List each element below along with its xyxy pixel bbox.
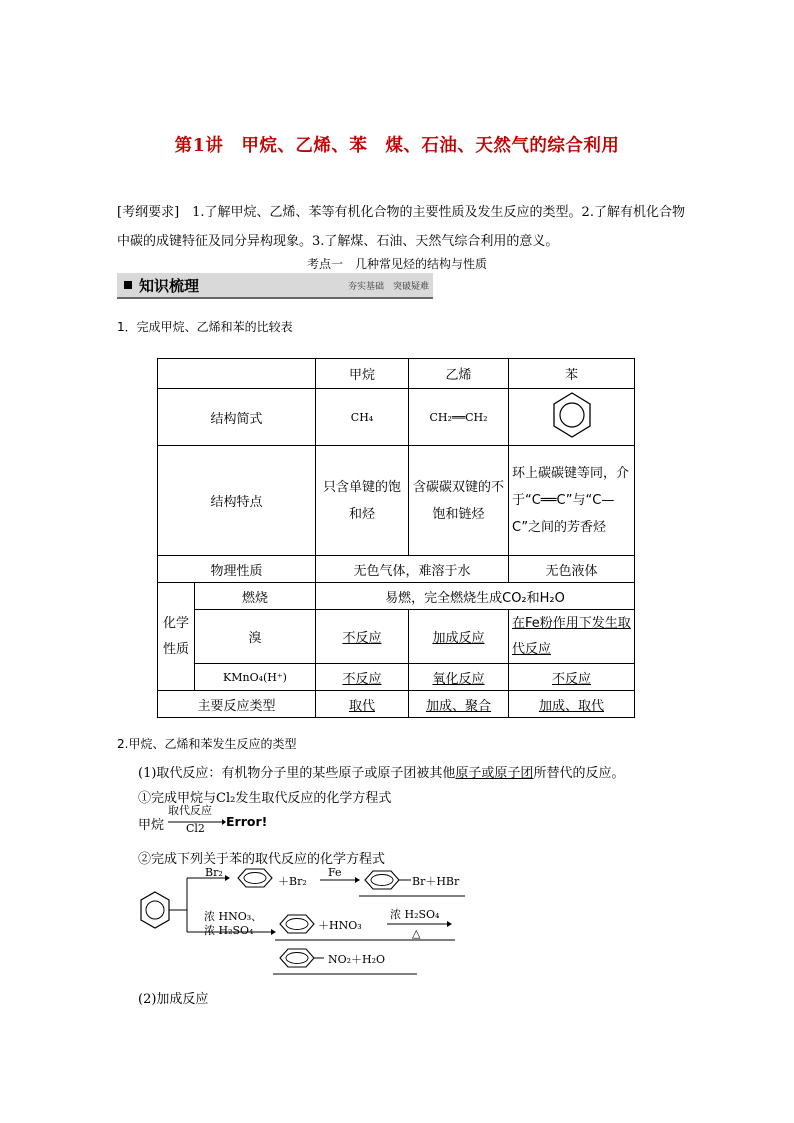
eq1-condition-above: 取代反应 xyxy=(168,804,212,817)
section-heading: 考点一 几种常见烃的结构与性质 xyxy=(306,257,487,271)
cell-benzene-kmno4: 不反应 xyxy=(509,664,635,691)
cell-ethylene-type: 加成、聚合 xyxy=(409,691,509,718)
item-1: ①完成甲烷与Cl₂发生取代反应的化学方程式 xyxy=(138,791,392,806)
reagent-hno3: ＋HNO₃ xyxy=(318,919,362,932)
row-label: KMnO₄(H⁺) xyxy=(195,664,316,691)
knowledge-banner xyxy=(117,273,433,299)
cell-benzene-bromine: 在Fe粉作用下发生取代反应 xyxy=(509,610,635,664)
header-methane: 甲烷 xyxy=(316,359,409,389)
benzene-ring-icon xyxy=(280,949,314,967)
cell-gas-property: 无色气体，难溶于水 xyxy=(316,556,509,583)
condition-heat: △ xyxy=(412,927,421,940)
cell-methane-bromine: 不反应 xyxy=(316,610,409,664)
table-row xyxy=(158,664,635,691)
benzene-ring-icon xyxy=(141,892,169,928)
benzene-ring-icon xyxy=(365,871,399,889)
table-row xyxy=(158,556,635,583)
cell-ethylene-kmno4: 氧化反应 xyxy=(409,664,509,691)
nitration-product: NO₂＋H₂O xyxy=(328,953,386,966)
table-row xyxy=(158,446,635,556)
bromination-product: Br＋HBr xyxy=(412,875,460,888)
definition-prefix: (1)取代反应：有机物分子里的某些原子或原子团被其他 xyxy=(138,766,456,781)
table-row xyxy=(158,583,635,610)
banner-subtitle: 夯实基础 突破疑难 xyxy=(347,282,429,292)
row-label: 溴 xyxy=(195,610,316,664)
row-label: 结构简式 xyxy=(158,389,316,446)
section-1-heading: 1．完成甲烷、乙烯和苯的比较表 xyxy=(117,320,293,334)
row-label: 物理性质 xyxy=(158,556,316,583)
header-ethylene: 乙烯 xyxy=(409,359,509,389)
section-2-heading: 2.甲烷、乙烯和苯发生反应的类型 xyxy=(117,737,297,751)
cell-benzene-structure xyxy=(509,389,635,446)
condition-br2: Br₂ xyxy=(205,866,223,879)
row-label: 燃烧 xyxy=(195,583,316,610)
definition-suffix: 所替代的反应。 xyxy=(533,766,625,781)
banner-title: 知识梳理 xyxy=(139,277,200,295)
cell-methane-feature: 只含单键的饱和烃 xyxy=(316,446,409,556)
cell-combustion: 易燃，完全燃烧生成CO₂和H₂O xyxy=(316,583,635,610)
condition-fe: Fe xyxy=(328,866,342,879)
benzene-ring-icon xyxy=(238,869,272,887)
item-2: ②完成下列关于苯的取代反应的化学方程式 xyxy=(138,852,386,867)
cell-ethylene-bromine: 加成反应 xyxy=(409,610,509,664)
exam-requirements: [考纲要求] 1.了解甲烷、乙烯、苯等有机化合物的主要性质及发生反应的类型。2.了解有机化合物中碳的成键特征及同分异构现象。3.了解煤、石油、天然气综合利用的意义。 xyxy=(117,205,685,249)
table-row xyxy=(158,610,635,664)
reagent-br2: ＋Br₂ xyxy=(278,875,307,888)
header-benzene: 苯 xyxy=(509,359,635,389)
cell-benzene-property: 无色液体 xyxy=(509,556,635,583)
table-row xyxy=(158,389,635,446)
table-row xyxy=(158,691,635,718)
cell-methane-formula: CH₄ xyxy=(316,389,409,446)
chem-property-label: 化学性质 xyxy=(158,583,195,691)
condition-h2so4: 浓 H₂SO₄ xyxy=(204,924,254,937)
cell-ethylene-formula: CH₂══CH₂ xyxy=(409,389,509,446)
row-label: 主要反应类型 xyxy=(158,691,316,718)
eq1-condition-below: Cl2 xyxy=(186,822,205,835)
table-row xyxy=(158,359,635,389)
addition-reaction-heading: (2)加成反应 xyxy=(138,992,209,1007)
eq1-reactant: 甲烷 xyxy=(138,818,165,833)
benzene-ring-icon xyxy=(552,391,592,439)
condition-hno3: 浓 HNO₃、 xyxy=(204,910,263,923)
substitution-definition xyxy=(138,762,624,781)
cell-methane-type: 取代 xyxy=(316,691,409,718)
eq1-result: Error! xyxy=(226,814,268,829)
cell-ethylene-feature: 含碳碳双键的不饱和链烃 xyxy=(409,446,509,556)
condition-conc-h2so4: 浓 H₂SO₄ xyxy=(390,908,440,921)
page-title: 第1讲 甲烷、乙烯、苯 煤、石油、天然气的综合利用 xyxy=(174,136,620,156)
square-bullet-icon xyxy=(124,281,132,289)
comparison-table xyxy=(157,358,635,718)
cell-benzene-type: 加成、取代 xyxy=(509,691,635,718)
cell-methane-kmno4: 不反应 xyxy=(316,664,409,691)
definition-underlined: 原子或原子团 xyxy=(455,766,534,781)
benzene-ring-icon xyxy=(280,915,314,933)
row-label: 结构特点 xyxy=(158,446,316,556)
cell-benzene-feature: 环上碳碳键等同，介于“C══C”与“C—C”之间的芳香烃 xyxy=(509,446,635,556)
